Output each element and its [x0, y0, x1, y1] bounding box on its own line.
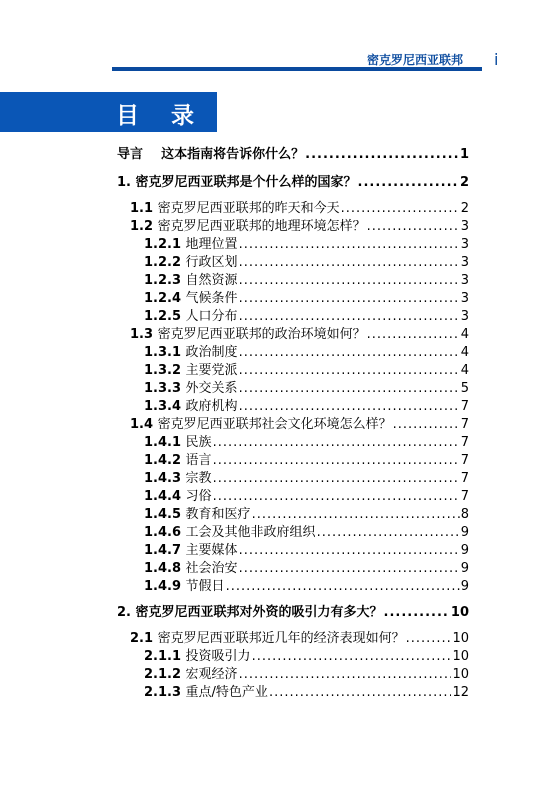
toc-entry-page: 5 — [460, 381, 469, 396]
toc-entry-page: 3 — [460, 237, 469, 252]
toc-entry-page: 10 — [452, 631, 469, 646]
toc-entry-number: 2.1.2 — [144, 667, 182, 682]
toc-entry-title: 政府机构 — [185, 399, 238, 414]
toc-entry[interactable] — [130, 326, 469, 344]
dot-leader — [367, 218, 460, 236]
toc-entry[interactable] — [144, 542, 469, 560]
dot-leader — [367, 326, 460, 344]
toc-entry-page: 7 — [460, 453, 469, 468]
toc-entry-title: 外交关系 — [185, 381, 238, 396]
toc-entry[interactable] — [130, 630, 469, 648]
toc-entry-number: 1.4.5 — [144, 507, 182, 522]
dot-leader — [213, 434, 460, 452]
toc-entry-title: 人口分布 — [185, 309, 238, 324]
toc-entry-page: 7 — [460, 489, 469, 504]
toc-entry[interactable] — [144, 470, 469, 488]
toc-entry-title: 民族 — [185, 435, 212, 450]
toc-entry[interactable] — [144, 380, 469, 398]
toc-entry-title: 工会及其他非政府组织 — [185, 525, 316, 540]
toc-entry-number: 1.3.4 — [144, 399, 182, 414]
toc-entry-page: 7 — [460, 435, 469, 450]
toc-entry[interactable] — [130, 218, 469, 236]
toc-entry-page: 10 — [452, 649, 469, 664]
dot-leader — [239, 398, 460, 416]
toc-entry-number: 1.2.4 — [144, 291, 182, 306]
toc-entry-title: 节假日 — [185, 579, 225, 594]
toc-entry-title: 密克罗尼西亚联邦对外资的吸引力有多大？ — [135, 605, 383, 620]
toc-entry-title: 政治制度 — [185, 345, 238, 360]
toc-entry[interactable] — [144, 272, 469, 290]
toc-entry[interactable] — [144, 452, 469, 470]
toc-entry-title: 这本指南将告诉你什么？ — [161, 147, 305, 162]
toc-entry-number: 1.3.1 — [144, 345, 182, 360]
toc-entry[interactable] — [144, 434, 469, 452]
dot-leader — [239, 236, 460, 254]
dot-leader — [317, 524, 460, 542]
toc-entry-title: 自然资源 — [185, 273, 238, 288]
toc-entry[interactable] — [144, 648, 469, 666]
toc-entry-page: 3 — [460, 309, 469, 324]
toc-entry-page: 4 — [460, 327, 469, 342]
dot-leader — [239, 542, 460, 560]
toc-entry[interactable] — [144, 236, 469, 254]
toc-entry-number: 导言 — [117, 147, 144, 162]
toc-entry-page: 4 — [460, 345, 469, 360]
dot-leader — [213, 452, 460, 470]
dot-leader — [239, 290, 460, 308]
dot-leader — [239, 380, 460, 398]
toc-entry[interactable] — [144, 308, 469, 326]
dot-leader — [393, 416, 460, 434]
toc-entry-number: 1.4.4 — [144, 489, 182, 504]
toc-entry-number: 1.4.6 — [144, 525, 182, 540]
toc-entry-page: 2 — [459, 175, 469, 190]
toc-entry-title: 密克罗尼西亚联邦的地理环境怎样？ — [157, 219, 366, 234]
toc-entry-title: 主要媒体 — [185, 543, 238, 558]
toc-entry-page: 3 — [460, 273, 469, 288]
dot-leader — [239, 362, 460, 380]
toc-entry[interactable] — [130, 416, 469, 434]
dot-leader — [239, 308, 460, 326]
toc-entry-title: 社会治安 — [185, 561, 238, 576]
toc-entry-title: 宗教 — [185, 471, 212, 486]
toc-entry-number: 1.2.3 — [144, 273, 182, 288]
toc-entry-page: 9 — [460, 561, 469, 576]
toc-entry[interactable] — [144, 488, 469, 506]
toc-entry[interactable] — [144, 344, 469, 362]
toc-entry-page: 3 — [460, 291, 469, 306]
toc-entry-title: 密克罗尼西亚联邦近几年的经济表现如何？ — [157, 631, 405, 646]
toc-entry-title: 语言 — [185, 453, 212, 468]
toc-entry-number: 1.3.3 — [144, 381, 182, 396]
toc-entry[interactable] — [144, 254, 469, 272]
toc-entry-title: 宏观经济 — [185, 667, 238, 682]
toc-entry-number: 1.4.8 — [144, 561, 182, 576]
toc-entry-number: 1.2.2 — [144, 255, 182, 270]
toc-entry-number: 1.3.2 — [144, 363, 182, 378]
toc-entry-page: 8 — [460, 507, 469, 522]
toc-entry-page: 9 — [460, 525, 469, 540]
toc-entry-number: 1.2.1 — [144, 237, 182, 252]
toc-entry-page: 12 — [452, 685, 469, 700]
toc-entry-page: 2 — [460, 201, 469, 216]
toc-entry-title: 地理位置 — [185, 237, 238, 252]
toc-entry[interactable] — [144, 578, 469, 596]
toc-entry-number: 1.4.3 — [144, 471, 182, 486]
toc-entry-page: 3 — [460, 219, 469, 234]
toc-entry-title: 行政区划 — [185, 255, 238, 270]
toc-entry-title: 密克罗尼西亚联邦的政治环境如何？ — [157, 327, 366, 342]
dot-leader — [239, 272, 460, 290]
toc-entry[interactable] — [144, 666, 469, 684]
toc-entry-title: 教育和医疗 — [185, 507, 251, 522]
dot-leader — [406, 630, 452, 648]
toc-entry[interactable] — [117, 604, 469, 622]
dot-leader — [239, 344, 460, 362]
toc-entry-title: 投资吸引力 — [185, 649, 251, 664]
toc-entry-title: 密克罗尼西亚联邦是个什么样的国家？ — [135, 175, 357, 190]
toc-entry-number: 1.2.5 — [144, 309, 182, 324]
toc-entry-number: 2.1.1 — [144, 649, 182, 664]
dot-leader — [269, 684, 452, 702]
toc-entry[interactable] — [144, 524, 469, 542]
page-number: i — [494, 50, 499, 69]
toc-entry-number: 1. — [117, 175, 131, 190]
dot-leader — [239, 560, 460, 578]
toc-entry-number: 2. — [117, 605, 131, 620]
toc-entry-page: 3 — [460, 255, 469, 270]
dot-leader — [239, 254, 460, 272]
dot-leader — [358, 174, 459, 192]
dot-leader — [341, 200, 460, 218]
toc-entry-title: 主要党派 — [185, 363, 238, 378]
toc-entry-number: 1.4.1 — [144, 435, 182, 450]
toc-entry[interactable] — [144, 506, 469, 524]
toc-entry-title: 习俗 — [185, 489, 212, 504]
toc-entry-title: 密克罗尼西亚联邦的昨天和今天 — [157, 201, 340, 216]
toc-entry-number: 1.4.7 — [144, 543, 182, 558]
toc-entry-number: 2.1.3 — [144, 685, 182, 700]
toc-entry-page: 10 — [450, 605, 469, 620]
toc-entry-number: 1.4 — [130, 417, 154, 432]
running-head: 密克罗尼西亚联邦 — [366, 53, 463, 67]
toc-entry-title: 密克罗尼西亚联邦社会文化环境怎么样？ — [157, 417, 392, 432]
toc-entry[interactable] — [144, 560, 469, 578]
toc-entry-number: 1.4.2 — [144, 453, 182, 468]
dot-leader — [252, 506, 460, 524]
dot-leader — [305, 146, 459, 164]
dot-leader — [213, 488, 460, 506]
dot-leader — [213, 470, 460, 488]
dot-leader — [226, 578, 460, 596]
toc-entry-page: 9 — [460, 579, 469, 594]
toc-entry[interactable] — [130, 200, 469, 218]
dot-leader — [239, 666, 452, 684]
toc-entry-page: 10 — [452, 667, 469, 682]
toc-entry[interactable] — [144, 398, 469, 416]
toc-entry[interactable] — [144, 290, 469, 308]
toc-entry-page: 7 — [460, 471, 469, 486]
toc-entry[interactable] — [144, 362, 469, 380]
toc-entry-page: 7 — [460, 417, 469, 432]
toc-entry-page: 7 — [460, 399, 469, 414]
toc-entry-number: 1.2 — [130, 219, 154, 234]
toc-entry-number: 1.1 — [130, 201, 154, 216]
toc-entry-title: 气候条件 — [185, 291, 238, 306]
dot-leader — [252, 648, 452, 666]
toc-entry-number: 2.1 — [130, 631, 154, 646]
toc-title: 目 录 — [116, 103, 207, 129]
toc-entry-number: 1.4.9 — [144, 579, 182, 594]
dot-leader — [384, 604, 450, 622]
toc-entry-title: 重点/特色产业 — [185, 685, 268, 700]
toc-entry-number: 1.3 — [130, 327, 154, 342]
toc-entry-page: 1 — [459, 147, 469, 162]
toc-entry-page: 9 — [460, 543, 469, 558]
toc-entry[interactable] — [144, 684, 469, 702]
toc-entry-page: 4 — [460, 363, 469, 378]
toc-entry[interactable] — [117, 174, 469, 192]
toc-entry[interactable] — [117, 146, 469, 164]
